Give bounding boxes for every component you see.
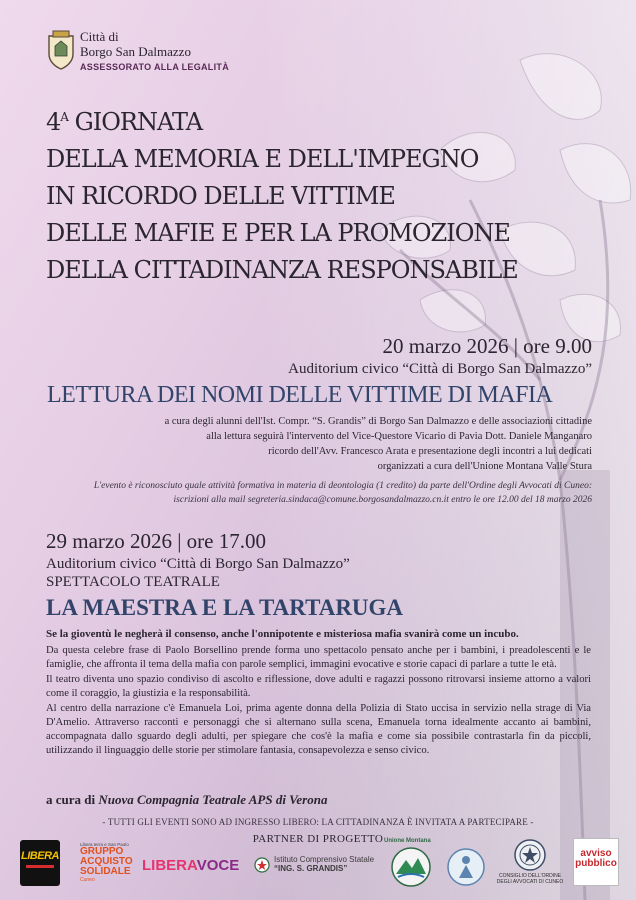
avviso-logo-line-2: pubblico <box>575 858 617 869</box>
bar-council-seal-icon <box>513 838 547 872</box>
school-logo-line-1: Istituto Comprensivo Statale <box>274 855 375 864</box>
event1-heading: LETTURA DEI NOMI DELLE VITTIME DI MAFIA <box>47 382 553 408</box>
avviso-pubblico-logo <box>573 838 619 886</box>
edition-number: 4 <box>46 108 61 136</box>
event2-category: SPETTACOLO TEATRALE <box>46 574 220 590</box>
title-line-4: DELLE MAFIE E PER LA PROMOZIONE <box>46 219 510 247</box>
gas-logo-line-3: SOLIDALE <box>80 866 131 877</box>
bar-council-label <box>494 873 566 885</box>
title-line-5: DELLA CITTADINANZA RESPONSABILE <box>46 256 518 284</box>
gas-logo-line-2: ACQUISTO <box>80 856 133 867</box>
event2-paragraph-1: Da questa celebre frase di Paolo Borsellino prende forma uno spettacolo pensato anche per i bambini, i preadolescenti e le famiglie, che affronta il tema della mafia con parole semplici, immagini evocative e storie capaci di parlare a tutte le età. <box>46 645 591 670</box>
event1-desc-1: a cura degli alunni dell'Ist. Compr. “S. Grandis” di Borgo San Dalmazzo e delle associazioni cittadine <box>164 416 592 427</box>
gas-logo-line-1: GRUPPO <box>80 846 124 857</box>
event1-desc-4: organizzati a cura dell'Unione Montana Valle Stura <box>377 461 592 472</box>
bar-council-line-1: CONSIGLIO DELL'ORDINE <box>498 873 562 879</box>
credit-prefix: a cura di <box>46 792 99 807</box>
liberavoce-logo-a: LIBERA <box>142 857 197 874</box>
event2-date: 29 marzo 2026 | ore 17.00 <box>46 529 266 553</box>
event1-note-1: L'evento è riconosciuto quale attività formativa in materia di deontologia (1 credito) da parte dell'Ordine degli Avvocati di Cuneo: <box>93 481 592 491</box>
event1-desc-2: alla lettura seguirà l'intervento del Vice-Questore Vicario di Pavia Dott. Daniele Manganaro <box>206 431 592 442</box>
credit-company: Nuova Compagnia Teatrale APS di Verona <box>98 792 328 807</box>
liberavoce-logo-b: VOCE <box>196 857 240 874</box>
partners-label: PARTNER DI PROGETTO <box>252 833 384 845</box>
free-entry-notice: - TUTTI GLI EVENTI SONO AD INGRESSO LIBERO: LA CITTADINANZA È INVITATA A PARTECIPARE - <box>102 817 534 827</box>
liberavoce-logo <box>142 857 239 874</box>
event1-venue: Auditorium civico “Città di Borgo San Dalmazzo” <box>288 361 592 377</box>
school-logo <box>274 855 374 873</box>
title-line-1 <box>46 108 202 136</box>
title-line-2: DELLA MEMORIA E DELL'IMPEGNO <box>46 145 479 173</box>
title-line-1-rest: GIORNATA <box>67 108 203 136</box>
gas-logo <box>80 842 138 883</box>
event1-date: 20 marzo 2026 | ore 9.00 <box>382 334 592 358</box>
event2-paragraph-3: Al centro della narrazione c'è Emanuela Loi, prima agente donna della Polizia di Stato uccisa in servizio nella strage di Via D'Amelio. Attraverso racconti e personaggi che si alternano sulla scena, Emanuela torna idealmente accanto ai bambini, accompagnata dallo sguardo degli adulti, per spiegare che cos'è la mafia e come sia possibile contrastarla fin da piccoli, utilizzando il linguaggio delle storie per stimolare fantasia, consapevolezza e senso civico. <box>46 703 591 756</box>
event2-lead-quote: Se la gioventù le negherà il consenso, anche l'onnipotente e misteriosa mafia svanirà come un incubo. <box>46 628 519 640</box>
guardian-figure-logo-icon <box>446 846 486 888</box>
city-line-2: Borgo San Dalmazzo <box>80 44 191 59</box>
gas-logo-sub: Cuneo <box>80 877 95 883</box>
libera-logo-stripe <box>26 865 54 868</box>
title-line-3: IN RICORDO DELLE VITTIME <box>46 182 395 210</box>
gas-logo-top: Libera terra e San Paolo <box>80 842 129 847</box>
bar-council-line-2: DEGLI AVVOCATI DI CUNEO <box>496 879 564 885</box>
city-crest-icon <box>46 30 76 70</box>
avviso-logo-line-1: avviso <box>580 848 612 859</box>
event1-desc-3: ricordo dell'Avv. Francesco Arata e presentazione degli incontri a lui dedicati <box>268 446 592 457</box>
department-name: ASSESSORATO ALLA LEGALITÀ <box>80 62 230 72</box>
event2-heading: LA MAESTRA E LA TARTARUGA <box>46 595 404 620</box>
libera-logo-text: LIBERA <box>21 850 59 862</box>
event2-paragraph-2: Il teatro diventa uno spazio condiviso di ascolto e riflessione, dove adulti e ragazzi possono ritrovarsi insieme attorno a valori come il coraggio, la giustizia e la responsabilità. <box>46 674 591 699</box>
edition-superscript: A <box>60 110 68 124</box>
school-logo-line-2: “ING. S. GRANDIS” <box>274 864 348 873</box>
italian-republic-emblem-icon <box>254 857 270 873</box>
event2-credit <box>46 792 327 808</box>
event1-note-2: iscrizioni alla mail segreteria.sindaca@comune.borgosandalmazzo.cn.it entro le ore 12.00 del 18 marzo 2026 <box>173 495 592 505</box>
city-line-1: Città di <box>80 29 119 44</box>
libera-logo <box>20 840 60 886</box>
unione-montana-logo-icon <box>388 846 434 888</box>
unione-montana-label: Unione Montana <box>384 838 431 844</box>
event2-venue: Auditorium civico “Città di Borgo San Dalmazzo” <box>46 556 350 572</box>
event2-description <box>46 644 591 759</box>
